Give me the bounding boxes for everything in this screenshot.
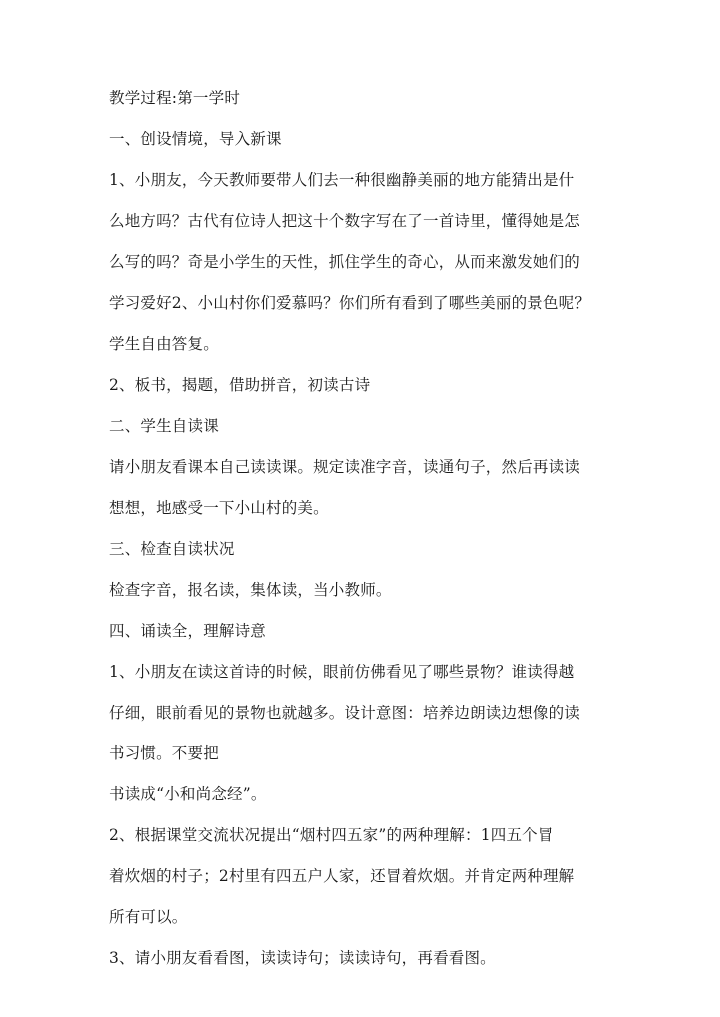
paragraph-line: 学习爱好2、小山村你们爱慕吗？你们所有看到了哪些美丽的景色呢？	[109, 294, 591, 312]
document-page	[109, 88, 617, 968]
paragraph-line: 2、根据课堂交流状况提出“烟村四五家”的两种理解：1四五个冒	[109, 826, 554, 844]
paragraph-line: 2、板书，揭题，借助拼音，初读古诗	[109, 376, 371, 394]
paragraph-line: 请小朋友看课本自己读读课。规定读准字音，读通句子，然后再读读	[109, 458, 581, 476]
paragraph-line: 3、请小朋友看看图，读读诗句；读读诗句，再看看图。	[109, 949, 496, 967]
lesson-heading: 教学过程:第一学时	[109, 89, 241, 107]
paragraph-line: 么写的吗？奇是小学生的天性，抓住学生的奇心，从而来激发她们的	[109, 253, 581, 271]
section-heading-3: 三、检查自读状况	[109, 540, 235, 558]
paragraph-line: 着炊烟的村子；2村里有四五户人家，还冒着炊烟。并肯定两种理解	[109, 867, 575, 885]
paragraph-line: 所有可以。	[109, 908, 188, 926]
paragraph-line: 1、小朋友在读这首诗的时候，眼前仿佛看见了哪些景物？谁读得越	[109, 663, 575, 681]
paragraph-line: 么地方吗？古代有位诗人把这十个数字写在了一首诗里，懂得她是怎	[109, 212, 581, 230]
paragraph-line: 想想，地感受一下小山村的美。	[109, 499, 329, 517]
paragraph-line: 1、小朋友，今天教师要带人们去一种很幽静美丽的地方能猜出是什	[109, 171, 575, 189]
section-heading-2: 二、学生自读课	[109, 417, 219, 435]
paragraph-line: 书习惯。不要把	[109, 744, 219, 762]
section-heading-4: 四、诵读全，理解诗意	[109, 622, 267, 640]
section-heading-1: 一、创设情境，导入新课	[109, 130, 282, 148]
paragraph-line: 检查字音，报名读，集体读，当小教师。	[109, 581, 392, 599]
paragraph-line: 书读成“小和尚念经”。	[109, 785, 267, 803]
paragraph-line: 仔细，眼前看见的景物也就越多。设计意图：培养边朗读边想像的读	[109, 704, 581, 722]
paragraph-line: 学生自由答复。	[109, 335, 219, 353]
